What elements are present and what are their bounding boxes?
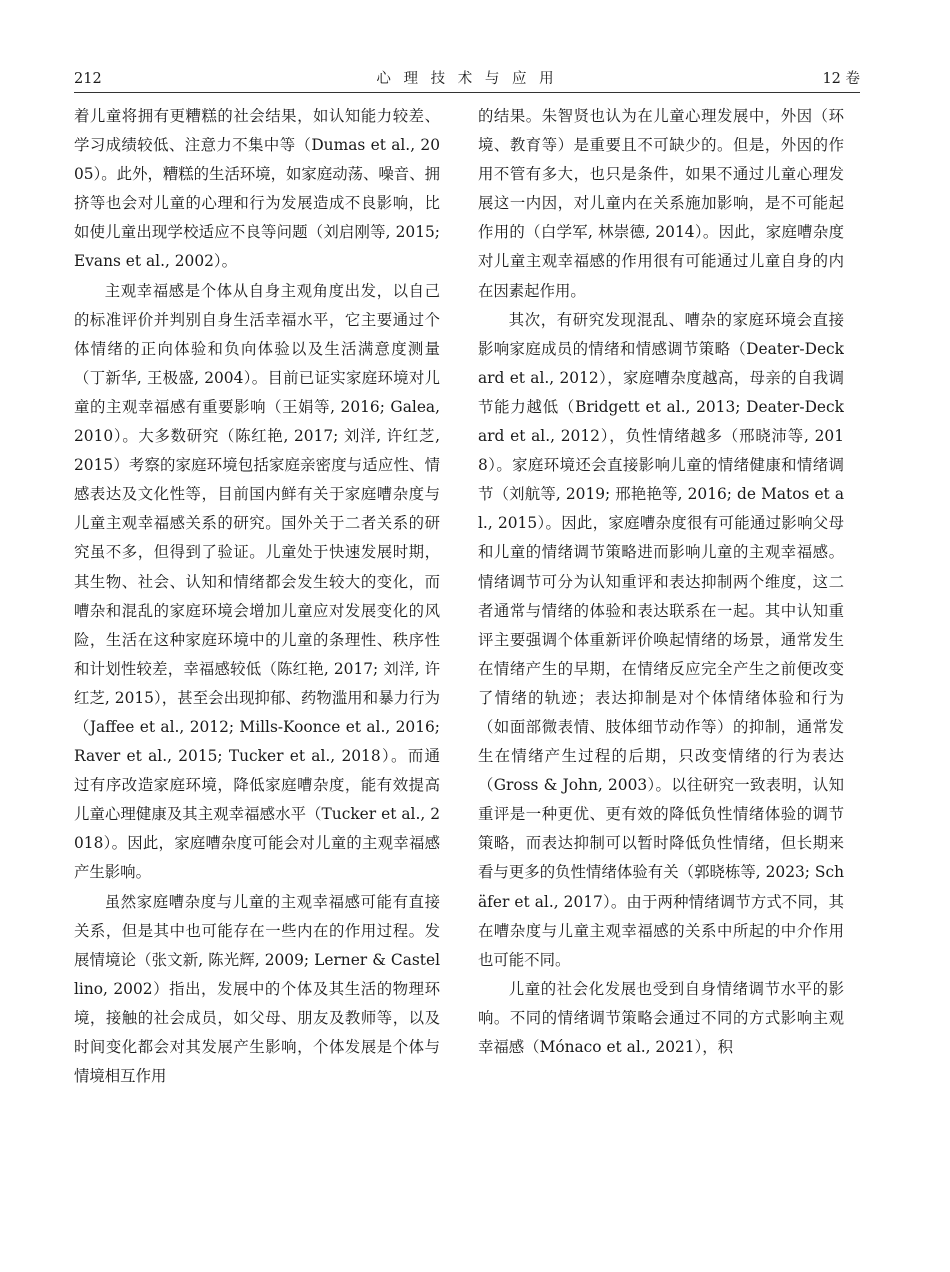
paragraph: 儿童的社会化发展也受到自身情绪调节水平的影响。不同的情绪调节策略会通过不同的方式影响主观幸福感（Mónaco et al., 2021），积	[478, 979, 844, 1056]
paragraph: 主观幸福感是个体从自身主观角度出发，以自己的标准评价并判别自身生活幸福水平，它主要通过个体情绪的正向体验和负向体验以及生活满意度测量（丁新华, 王极盛, 2004）。目前已证实家庭环境对儿童的主观幸福感有重要影响（王娟等, 2016; Galea, 2010）。大多数研究（陈红艳, 2017; 刘洋, 许红芝, 2015）考察的家庭环境包括家庭亲密度与适应性、情感表达及文化性等，目前国内鲜有关于家庭嘈杂度与儿童主观幸福感关系的研究。国外关于二者关系的研究虽不多，但得到了验证。儿童处于快速发展时期，其生物、社会、认知和情绪都会发生较大的变化，而嘈杂和混乱的家庭环境会增加儿童应对发展变化的风险，生活在这种家庭环境中的儿童的条理性、秩序性和计划性较差，幸福感较低（陈红艳, 2017; 刘洋, 许红芝, 2015），甚至会出现抑郁、药物滥用和暴力行为（Jaffee et al., 2012; Mills-Koonce et al., 2016; Raver et al., 2015; Tucker et al., 2018）。而通过有序改造家庭环境，降低家庭嘈杂度，能有效提高儿童心理健康及其主观幸福感水平（Tucker et al., 2018）。因此，家庭嘈杂度可能会对儿童的主观幸福感产生影响。	[74, 281, 440, 882]
paragraph: 其次，有研究发现混乱、嘈杂的家庭环境会直接影响家庭成员的情绪和情感调节策略（Deater-Deckard et al., 2012），家庭嘈杂度越高，母亲的自我调节能力越低（Bridgett et al., 2013; Deater-Deckard et al., 2012），负性情绪越多（邢晓沛等, 2018）。家庭环境还会直接影响儿童的情绪健康和情绪调节（刘航等, 2019; 邢艳艳等, 2016; de Matos et al., 2015）。因此，家庭嘈杂度很有可能通过影响父母和儿童的情绪调节策略进而影响儿童的主观幸福感。情绪调节可分为认知重评和表达抑制两个维度，这二者通常与情绪的体验和表达联系在一起。其中认知重评主要强调个体重新评价唤起情绪的场景，通常发生在情绪产生的早期，在情绪反应完全产生之前便改变了情绪的轨迹；表达抑制是对个体情绪体验和行为（如面部微表情、肢体细节动作等）的抑制，通常发生在情绪产生过程的后期，只改变情绪的行为表达（Gross & John, 2003）。以往研究一致表明，认知重评是一种更优、更有效的降低负性情绪体验的调节策略，而表达抑制可以暂时降低负性情绪，但长期来看与更多的负性情绪体验有关（郭晓栋等, 2023; Schäfer et al., 2017）。由于两种情绪调节方式不同，其在嘈杂度与儿童主观幸福感的关系中所起的中介作用也可能不同。	[478, 310, 844, 969]
paragraph: 的结果。朱智贤也认为在儿童心理发展中，外因（环境、教育等）是重要且不可缺少的。但是，外因的作用不管有多大，也只是条件，如果不通过儿童心理发展这一内因，对儿童内在关系施加影响，是不可能起作用的（白学军, 林崇德, 2014）。因此，家庭嘈杂度对儿童主观幸福感的作用很有可能通过儿童自身的内在因素起作用。	[478, 107, 844, 300]
running-header	[74, 66, 860, 92]
right-column	[478, 102, 844, 1222]
header-rule	[74, 92, 860, 93]
volume-label: 12 卷	[822, 71, 860, 87]
page-number: 212	[74, 71, 102, 87]
journal-title: 心 理 技 术 与 应 用	[376, 71, 558, 87]
left-column	[74, 102, 440, 1222]
paragraph: 着儿童将拥有更糟糕的社会结果，如认知能力较差、学习成绩较低、注意力不集中等（Dumas et al., 2005）。此外，糟糕的生活环境，如家庭动荡、噪音、拥挤等也会对儿童的心理和行为发展造成不良影响，比如使儿童出现学校适应不良等问题（刘启刚等, 2015; Evans et al., 2002）。	[74, 107, 440, 271]
paragraph: 虽然家庭嘈杂度与儿童的主观幸福感可能有直接关系，但是其中也可能存在一些内在的作用过程。发展情境论（张文新, 陈光辉, 2009; Lerner & Castellino, 2002）指出，发展中的个体及其生活的物理环境，接触的社会成员，如父母、朋友及教师等，以及时间变化都会对其发展产生影响，个体发展是个体与情境相互作用	[74, 892, 440, 1086]
